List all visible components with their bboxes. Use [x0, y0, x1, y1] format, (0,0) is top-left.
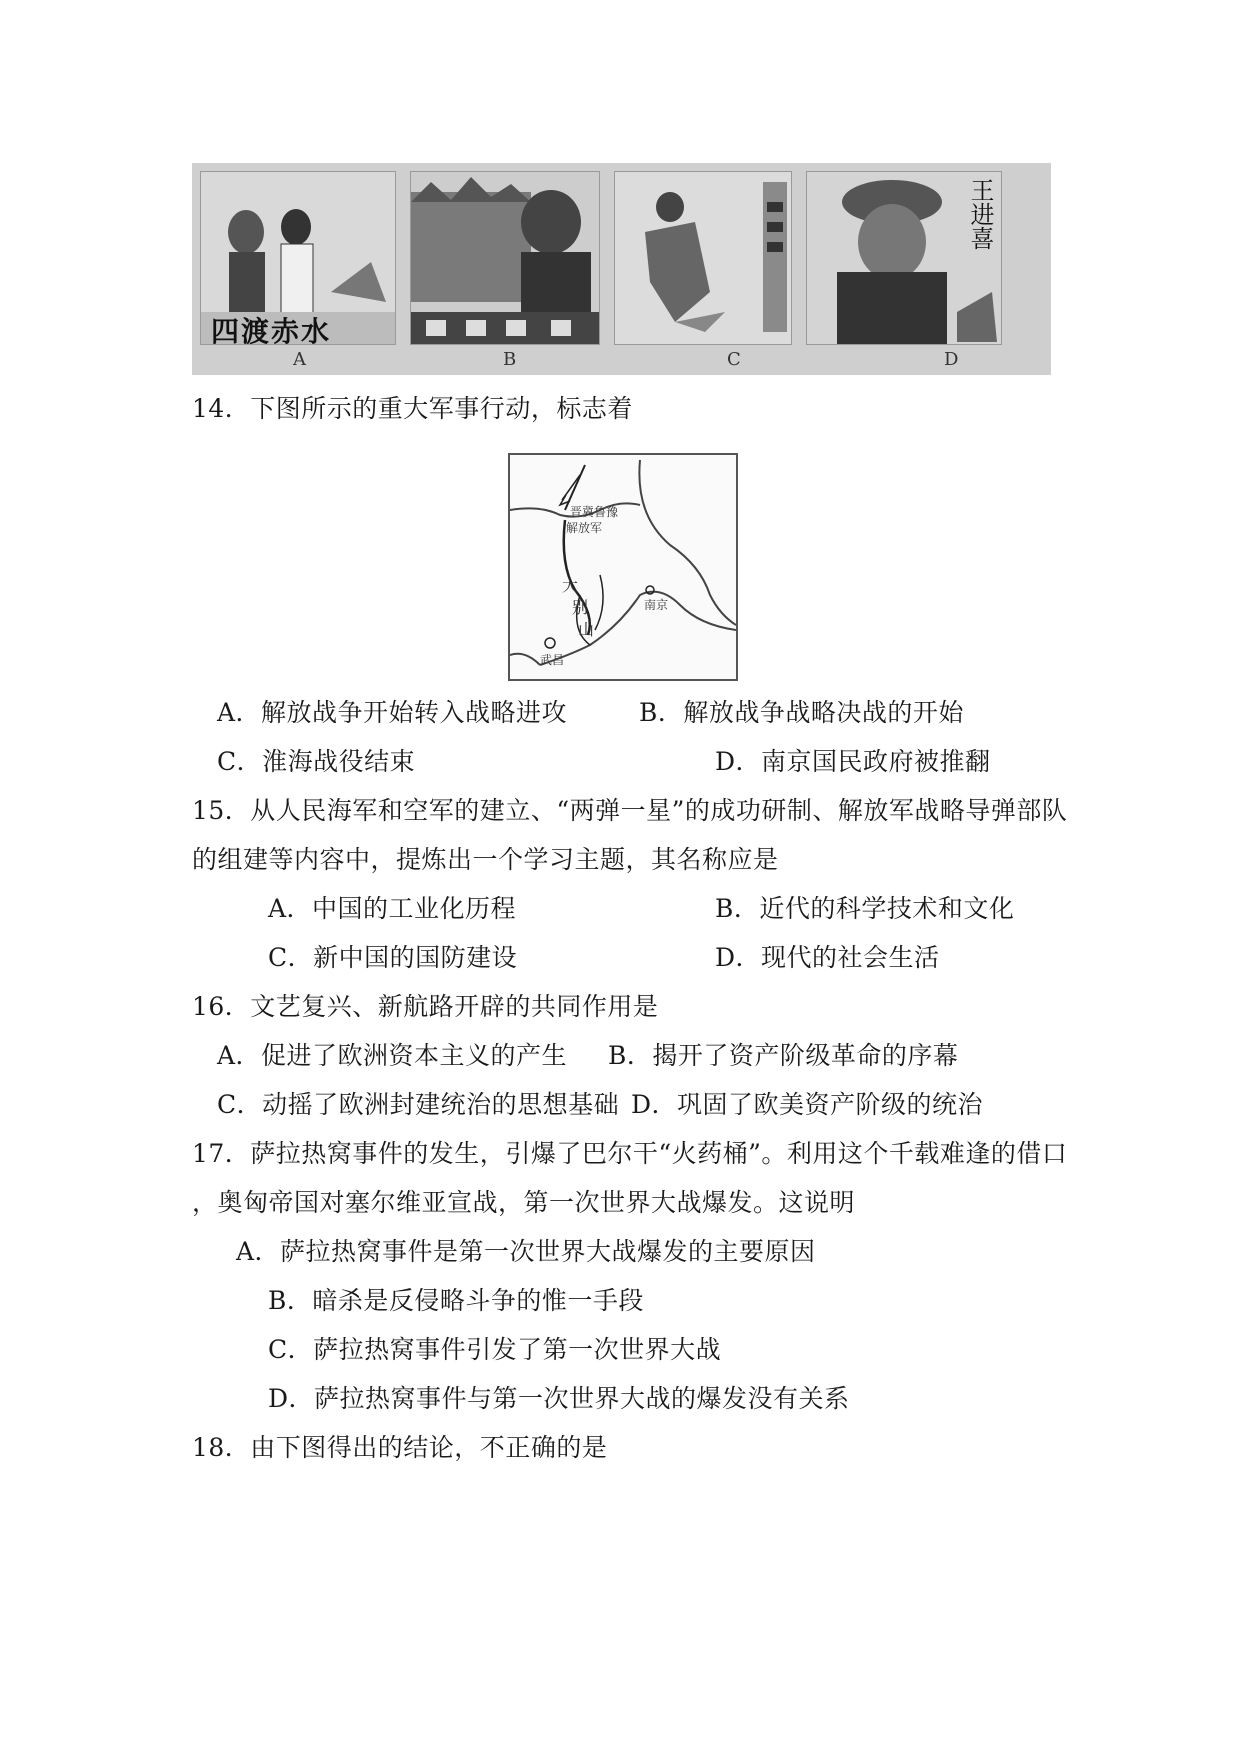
map-army-label-2: 解放军 — [566, 521, 603, 535]
q17-option-d: D．萨拉热窝事件与第一次世界大战的爆发没有关系 — [268, 1384, 850, 1413]
q15-stem-line2: 的组建等内容中，提炼出一个学习主题，其名称应是 — [192, 845, 779, 874]
q17-stem-line2: ，奥匈帝国对塞尔维亚宣战，第一次世界大战爆发。这说明 — [192, 1188, 856, 1217]
poster-strip — [192, 163, 1051, 375]
q17-option-a: A．萨拉热窝事件是第一次世界大战爆发的主要原因 — [236, 1237, 816, 1266]
q17-stem-line1: 17．萨拉热窝事件的发生，引爆了巴尔干“火药桶”。利用这个千载难逢的借口 — [192, 1139, 1068, 1168]
q14-option-d: D．南京国民政府被推翻 — [715, 747, 991, 776]
q14-option-c: C．淮海战役结束 — [217, 747, 416, 776]
q15-option-c: C．新中国的国防建设 — [268, 943, 518, 972]
poster-label-d: D — [944, 349, 959, 370]
poster-d-image — [806, 171, 1002, 345]
q16-option-b: B．揭开了资产阶级革命的序幕 — [608, 1041, 959, 1070]
poster-label-a: A — [293, 349, 306, 370]
q14-option-b: B．解放战争战略决战的开始 — [639, 698, 964, 727]
campaign-map — [508, 453, 738, 681]
q16-option-c: C．动摇了欧洲封建统治的思想基础 — [217, 1090, 620, 1119]
poster-a-caption: 四渡赤水 — [211, 315, 332, 345]
q18-stem: 18．由下图得出的结论，不正确的是 — [192, 1433, 608, 1462]
q17-option-c: C．萨拉热窝事件引发了第一次世界大战 — [268, 1335, 722, 1364]
poster-b-image — [410, 171, 600, 345]
q15-option-d: D．现代的社会生活 — [715, 943, 940, 972]
q17-option-b: B．暗杀是反侵略斗争的惟一手段 — [268, 1286, 644, 1315]
q15-stem-line1: 15．从人民海军和空军的建立、“两弹一星”的成功研制、解放军战略导弹部队 — [192, 796, 1068, 825]
q15-option-b: B．近代的科学技术和文化 — [715, 894, 1015, 923]
q14-stem: 14．下图所示的重大军事行动，标志着 — [192, 394, 633, 423]
q14-option-a: A．解放战争开始转入战略进攻 — [217, 698, 568, 727]
map-mountain-label-2: 别 — [572, 598, 589, 617]
q16-stem: 16．文艺复兴、新航路开辟的共同作用是 — [192, 992, 659, 1021]
map-city-wuchang: 武昌 — [540, 653, 565, 667]
q16-option-a: A．促进了欧洲资本主义的产生 — [217, 1041, 568, 1070]
map-army-label-1: 晋冀鲁豫 — [570, 505, 619, 519]
q16-option-d: D．巩固了欧美资产阶级的统治 — [631, 1090, 984, 1119]
poster-c-image — [614, 171, 792, 345]
map-mountain-label-3: 山 — [578, 620, 595, 639]
map-mountain-label-1: 大 — [562, 576, 579, 595]
poster-a-image — [200, 171, 396, 345]
poster-label-b: B — [503, 349, 517, 370]
poster-label-c: C — [727, 349, 741, 370]
map-city-nanjing: 南京 — [644, 598, 669, 612]
poster-d-caption: 王进喜 — [966, 178, 994, 250]
q15-option-a: A．中国的工业化历程 — [268, 894, 517, 923]
